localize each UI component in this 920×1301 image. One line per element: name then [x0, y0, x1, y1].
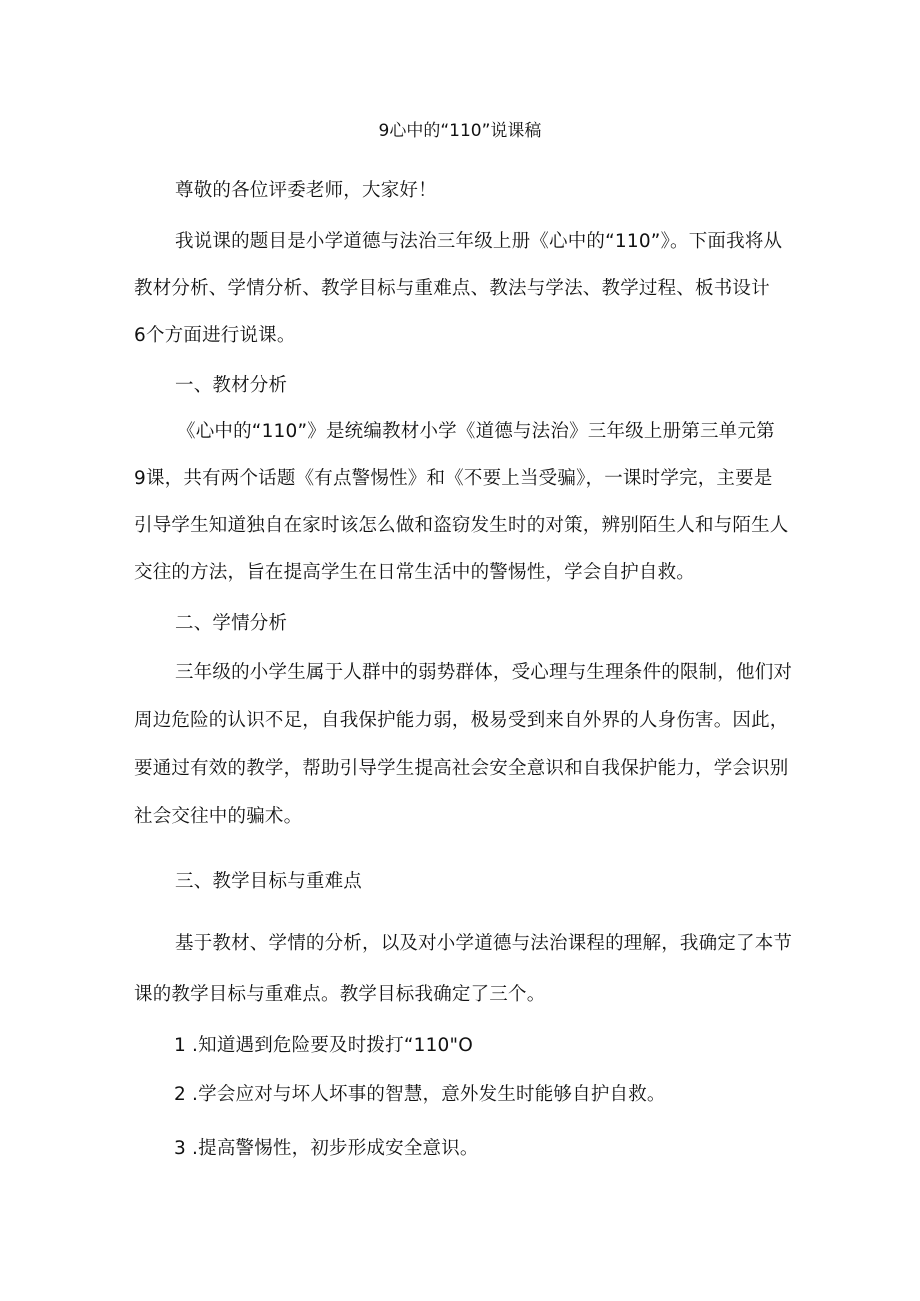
document-title: 9心中的“110”说课稿	[378, 121, 542, 141]
intro-line-1: 我说课的题目是小学道德与法治三年级上册《心中的“110”》。下面我将从	[175, 231, 783, 252]
goal-item-1: 1 .知道遇到危险要及时拨打“110"O	[174, 1035, 473, 1056]
goal-item-2: 2 .学会应对与坏人坏事的智慧，意外发生时能够自护自救。	[174, 1084, 666, 1105]
section-heading-goals: 三、教学目标与重难点	[175, 871, 363, 892]
section-heading-students: 二、学情分析	[175, 613, 288, 634]
intro-line-2: 教材分析、学情分析、教学目标与重难点、教法与学法、教学过程、板书设计	[134, 278, 770, 299]
textbook-line-4: 交往的方法，旨在提高学生在日常生活中的警惕性，学会自护自救。	[134, 562, 696, 583]
greeting-line: 尊敬的各位评委老师，大家好！	[175, 180, 437, 201]
goals-line-2: 课的教学目标与重难点。教学目标我确定了三个。	[134, 984, 546, 1005]
students-line-2: 周边危险的认识不足，自我保护能力弱，极易受到来自外界的人身伤害。因此，	[134, 710, 789, 731]
intro-line-3: 6个方面进行说课。	[134, 325, 296, 346]
students-line-3: 要通过有效的教学，帮助引导学生提高社会安全意识和自我保护能力，学会识别	[134, 758, 789, 779]
textbook-line-3: 引导学生知道独自在家时该怎么做和盗窃发生时的对策，辨别陌生人和与陌生人	[134, 515, 789, 536]
textbook-line-1: 《心中的“110”》是统编教材小学《道德与法治》三年级上册第三单元第	[177, 421, 775, 442]
students-line-4: 社会交往中的骗术。	[134, 806, 303, 827]
goal-item-3: 3 .提高警惕性，初步形成安全意识。	[174, 1138, 479, 1159]
goals-line-1: 基于教材、学情的分析，以及对小学道德与法治课程的理解，我确定了本节	[175, 933, 793, 954]
students-line-1: 三年级的小学生属于人群中的弱势群体，受心理与生理条件的限制，他们对	[175, 662, 793, 683]
textbook-line-2: 9课，共有两个话题《有点警惕性》和《不要上当受骗》，一课时学完，主要是	[134, 468, 773, 489]
section-heading-textbook: 一、教材分析	[175, 375, 288, 396]
